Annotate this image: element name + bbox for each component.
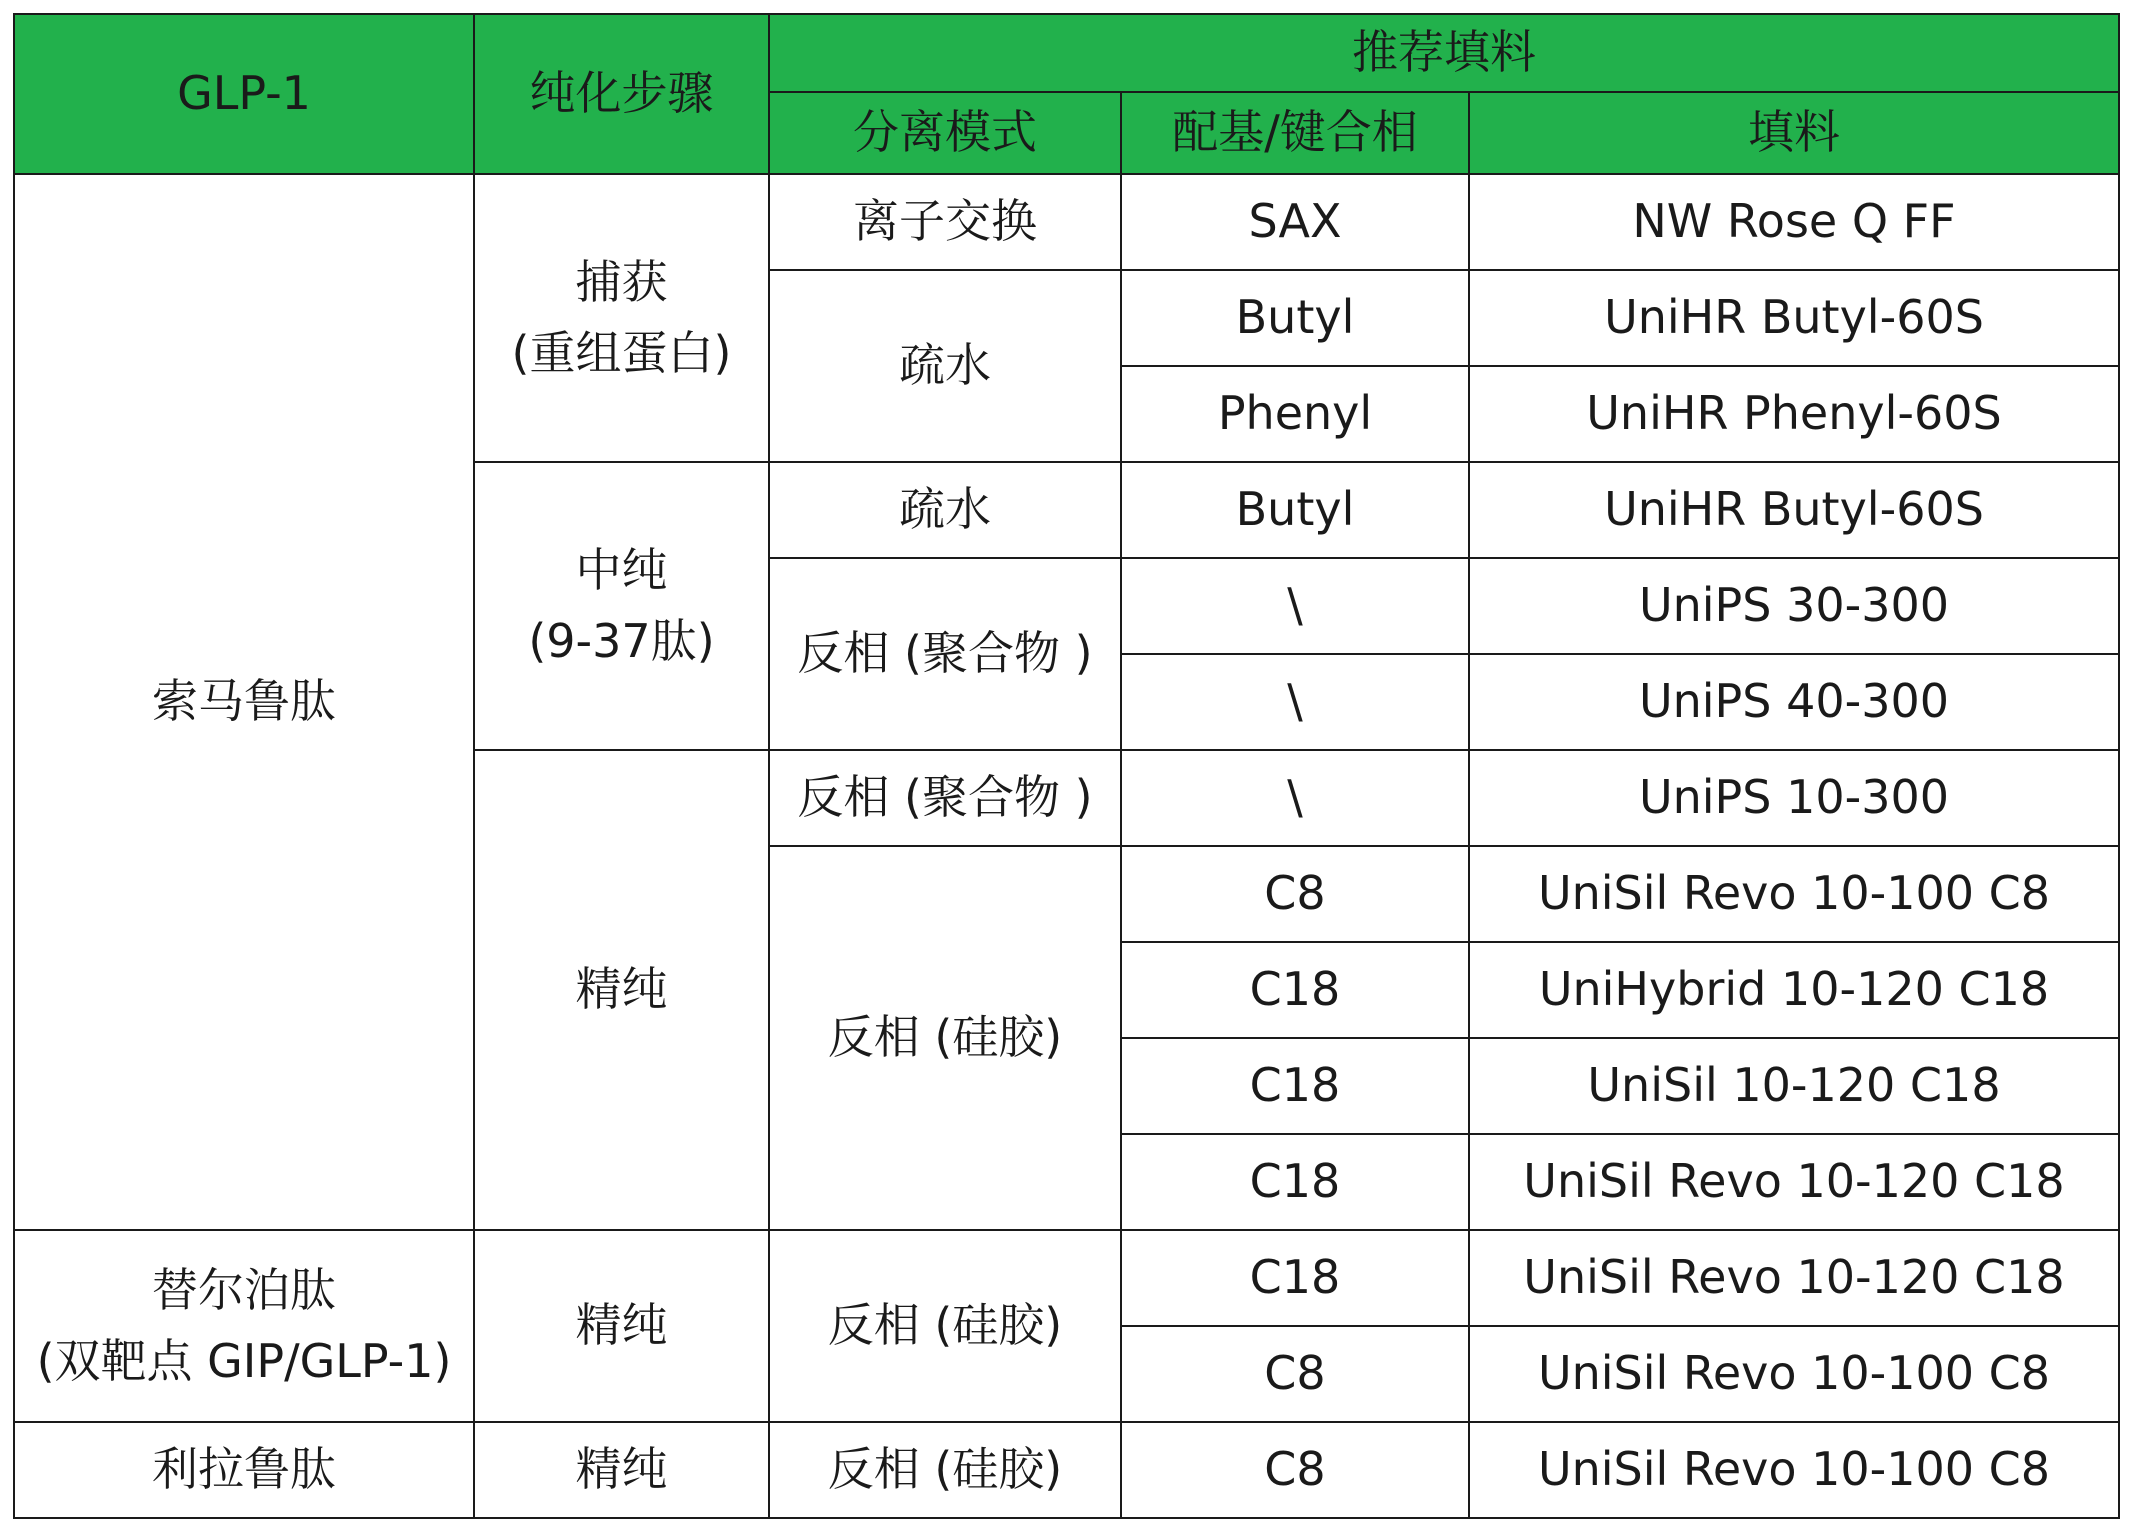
ligand-cell: C18	[1121, 1134, 1469, 1230]
ligand-cell: Phenyl	[1121, 366, 1469, 462]
ligand-cell: C18	[1121, 942, 1469, 1038]
packing-cell: UniPS 40-300	[1469, 654, 2119, 750]
step-polishing: 精纯	[474, 750, 769, 1230]
ligand-cell: C8	[1121, 846, 1469, 942]
header-recommended-packing: 推荐填料	[769, 14, 2119, 92]
mode-cell: 离子交换	[769, 174, 1121, 270]
packing-cell: UniHybrid 10-120 C18	[1469, 942, 2119, 1038]
header-packing: 填料	[1469, 92, 2119, 174]
mode-cell: 疏水	[769, 270, 1121, 462]
packing-cell: UniSil Revo 10-100 C8	[1469, 846, 2119, 942]
ligand-cell: C8	[1121, 1422, 1469, 1518]
mode-cell: 反相 (聚合物 )	[769, 750, 1121, 846]
step-polishing: 精纯	[474, 1422, 769, 1518]
step-intermediate: 中纯 (9-37肽)	[474, 462, 769, 750]
step-capture: 捕获 (重组蛋白)	[474, 174, 769, 462]
glp1-packing-table	[13, 13, 2120, 1519]
packing-cell: UniHR Phenyl-60S	[1469, 366, 2119, 462]
mode-cell: 疏水	[769, 462, 1121, 558]
ligand-cell: Butyl	[1121, 462, 1469, 558]
table-row	[14, 1422, 2119, 1518]
packing-cell: UniSil Revo 10-100 C8	[1469, 1326, 2119, 1422]
header-separation-mode: 分离模式	[769, 92, 1121, 174]
packing-cell: UniHR Butyl-60S	[1469, 270, 2119, 366]
table-row	[14, 1230, 2119, 1326]
ligand-cell: SAX	[1121, 174, 1469, 270]
ligand-cell: C18	[1121, 1038, 1469, 1134]
ligand-cell: Butyl	[1121, 270, 1469, 366]
packing-cell: UniPS 30-300	[1469, 558, 2119, 654]
table-header	[14, 14, 2119, 174]
table-body	[14, 174, 2119, 1518]
ligand-cell: \	[1121, 750, 1469, 846]
packing-cell: UniSil Revo 10-100 C8	[1469, 1422, 2119, 1518]
table-container	[13, 13, 2118, 1518]
ligand-cell: \	[1121, 654, 1469, 750]
packing-cell: UniHR Butyl-60S	[1469, 462, 2119, 558]
packing-cell: UniSil Revo 10-120 C18	[1469, 1134, 2119, 1230]
step-polishing: 精纯	[474, 1230, 769, 1422]
packing-cell: UniSil Revo 10-120 C18	[1469, 1230, 2119, 1326]
mode-cell: 反相 (硅胶)	[769, 1230, 1121, 1422]
ligand-cell: C18	[1121, 1230, 1469, 1326]
header-ligand: 配基/键合相	[1121, 92, 1469, 174]
header-glp1: GLP-1	[14, 14, 474, 174]
drug-liraglutide: 利拉鲁肽	[14, 1422, 474, 1518]
mode-cell: 反相 (硅胶)	[769, 846, 1121, 1230]
ligand-cell: C8	[1121, 1326, 1469, 1422]
table-row	[14, 174, 2119, 270]
ligand-cell: \	[1121, 558, 1469, 654]
header-purification-step: 纯化步骤	[474, 14, 769, 174]
packing-cell: UniPS 10-300	[1469, 750, 2119, 846]
packing-cell: UniSil 10-120 C18	[1469, 1038, 2119, 1134]
mode-cell: 反相 (聚合物 )	[769, 558, 1121, 750]
drug-semaglutide: 索马鲁肽	[14, 174, 474, 1230]
mode-cell: 反相 (硅胶)	[769, 1422, 1121, 1518]
drug-tirzepatide: 替尔泊肽 (双靶点 GIP/GLP-1)	[14, 1230, 474, 1422]
packing-cell: NW Rose Q FF	[1469, 174, 2119, 270]
